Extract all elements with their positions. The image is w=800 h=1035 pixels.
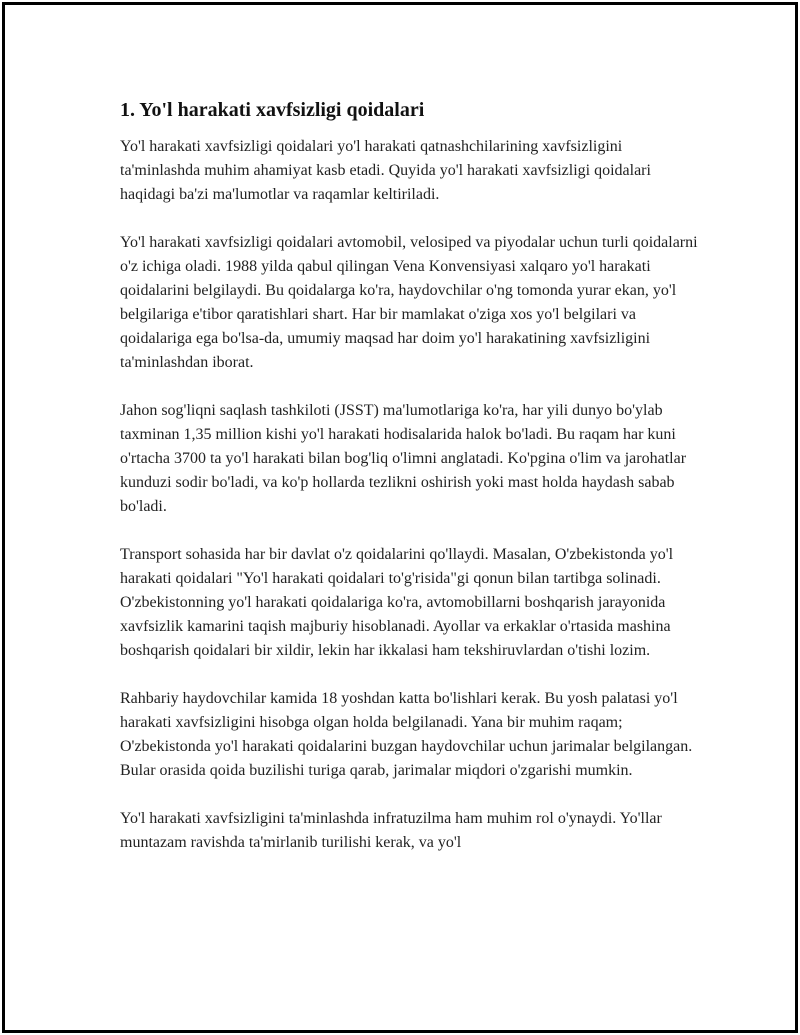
paragraph-4: Transport sohasida har bir davlat o'z qoidalarini qo'llaydi. Masalan, O'zbekistonda yo'l harakati qoidalari "Yo'l harakati qoidalari to'g'risida"gi qonun bilan tartibga solinadi. O'zbekistonning yo'l harakati qoidalariga ko'ra, avtomobillarni boshqarish jarayonida xavfsizlik kamarini taqish majburiy hisoblanadi. Ayollar va erkaklar o'rtasida mashina boshqarish qoidalari bir xildir, lekin har ikkalasi ham tekshiruvlardan o'tishi lozim. [120,546,674,659]
paragraph-3: Jahon sog'liqni saqlash tashkiloti (JSST) ma'lumotlariga ko'ra, har yili dunyo bo'ylab taxminan 1,35 million kishi yo'l harakati hodisalarida halok bo'ladi. Bu raqam har kuni o'rtacha 3700 ta yo'l harakati bilan bog'liq o'limni anglatadi. Ko'pgina o'lim va jarohatlar kunduzi sodir bo'ladi, va ko'p hollarda tezlikni oshirish yoki mast holda haydash sabab bo'ladi. [120,402,687,515]
section-heading: 1. Yo'l harakati xavfsizligi qoidalari [120,99,425,121]
paragraph-5: Rahbariy haydovchilar kamida 18 yoshdan katta bo'lishlari kerak. Bu yosh palatasi yo'l harakati xavfsizligini hisobga olgan holda belgilanadi. Yana bir muhim raqam; O'zbekistonda yo'l harakati qoidalarini buzgan haydovchilar uchun jarimalar belgilangan. Bular orasida qoida buzilishi turiga qarab, jarimalar miqdori o'zgarishi mumkin. [120,690,693,779]
paragraph-2: Yo'l harakati xavfsizligi qoidalari avtomobil, velosiped va piyodalar uchun turli qoidalarni o'z ichiga oladi. 1988 yilda qabul qilingan Vena Konvensiyasi xalqaro yo'l harakati qoidalarini belgilaydi. Bu qoidalarga ko'ra, haydovchilar o'ng tomonda yurar ekan, yo'l belgilariga e'tibor qaratishlari shart. Har bir mamlakat o'ziga xos yo'l belgilari va qoidalariga ega bo'lsa-da, umumiy maqsad har doim yo'l harakatining xavfsizligini ta'minlashdan iborat. [120,234,698,371]
document-content [120,97,700,855]
paragraph-1: Yo'l harakati xavfsizligi qoidalari yo'l harakati qatnashchilarining xavfsizligini ta'minlashda muhim ahamiyat kasb etadi. Quyida yo'l harakati xavfsizligi qoidalari haqidagi ba'zi ma'lumotlar va raqamlar keltiriladi. [120,138,651,203]
paragraph-6: Yo'l harakati xavfsizligini ta'minlashda infratuzilma ham muhim rol o'ynaydi. Yo'llar muntazam ravishda ta'mirlanib turilishi kerak, va yo'l [120,810,662,851]
document-page [2,2,798,1033]
